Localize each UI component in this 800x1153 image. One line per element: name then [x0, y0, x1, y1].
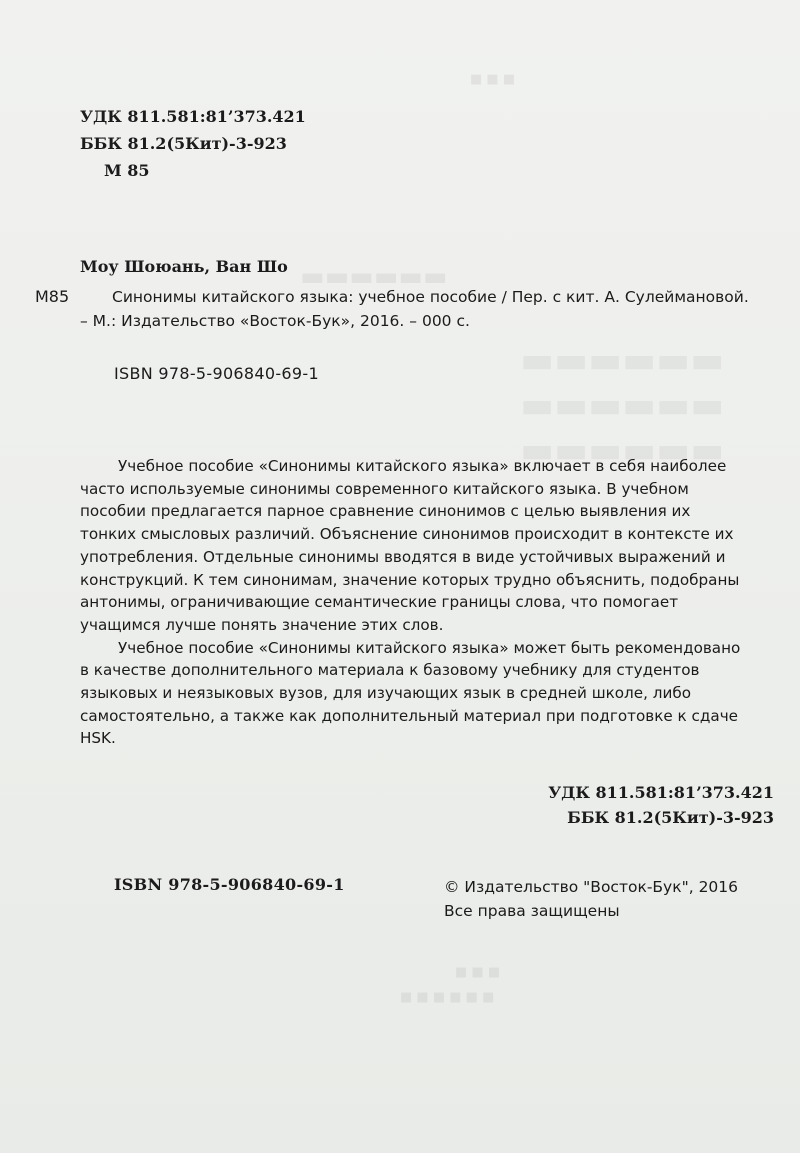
udk-code: УДК 811.581:81’373.421 — [548, 783, 774, 802]
abstract-line: часто используемые синонимы современного китайского языка. В учебном — [80, 479, 689, 498]
bleed-through-decoration: ■ ■ ■ — [455, 965, 501, 980]
biblio-line-title: Синонимы китайского языка: учебное пособие / Пер. с кит. А. Сулеймановой. — [112, 288, 749, 306]
copyright-publisher: © Издательство "Восток-Бук", 2016 — [444, 878, 739, 896]
bleed-through-decoration: ■ ■ ■ ■ ■ ■ — [400, 990, 495, 1005]
author-mark: М 85 — [104, 161, 150, 180]
abstract-line: конструкций. К тем синонимам, значение которых трудно объяснить, подобраны — [80, 570, 740, 589]
bleed-through-decoration — [520, 385, 724, 426]
rights-reserved: Все права защищены — [444, 902, 620, 920]
biblio-line-publisher: – М.: Издательство «Восток-Бук», 2016. – 000 с. — [80, 312, 470, 330]
udk-code: УДК 811.581:81’373.421 — [80, 107, 306, 126]
abstract-line: антонимы, ограничивающие семантические границы слова, что помогает — [80, 593, 679, 612]
classification-block-top — [80, 103, 306, 184]
abstract-line: учащимся лучше понять значение этих слов. — [80, 615, 444, 634]
abstract-paragraph-1 — [80, 455, 785, 637]
classification-block-right — [548, 780, 774, 830]
bleed-through-decoration: ▬▬▬▬▬▬ — [300, 262, 448, 292]
bbk-code: ББК 81.2(5Кит)-3-923 — [80, 134, 287, 153]
catalog-code: М85 — [35, 287, 70, 306]
abstract-line: HSK. — [80, 729, 116, 748]
bleed-through-decoration — [520, 340, 724, 381]
isbn-bottom: ISBN 978-5-906840-69-1 — [114, 875, 345, 894]
abstract-line: Учебное пособие «Синонимы китайского языка» может быть рекомендовано — [118, 638, 741, 657]
authors-line: Моу Шоюань, Ван Шо — [80, 257, 288, 276]
isbn-top: ISBN 978-5-906840-69-1 — [114, 364, 319, 383]
abstract-line: самостоятельно, а также как дополнительный материал при подготовке к сдаче — [80, 706, 739, 725]
abstract-line: в качестве дополнительного материала к базовому учебнику для студентов — [80, 661, 700, 680]
bibliographic-description — [80, 285, 780, 333]
abstract — [80, 455, 785, 750]
bbk-code: ББК 81.2(5Кит)-3-923 — [567, 808, 774, 827]
abstract-line: тонких смысловых различий. Объяснение синонимов происходит в контексте их — [80, 525, 734, 544]
abstract-line: языковых и неязыковых вузов, для изучающих язык в средней школе, либо — [80, 684, 691, 703]
abstract-line: Учебное пособие «Синонимы китайского языка» включает в себя наиболее — [118, 457, 727, 475]
abstract-line: пособии предлагается парное сравнение синонимов с целью выявления их — [80, 502, 691, 521]
bleed-through-decoration: ■ ■ ■ — [470, 72, 516, 87]
abstract-line: употребления. Отдельные синонимы вводятся в виде устойчивых выражений и — [80, 547, 726, 566]
abstract-paragraph-2 — [80, 637, 785, 751]
copyright-block — [444, 875, 738, 923]
